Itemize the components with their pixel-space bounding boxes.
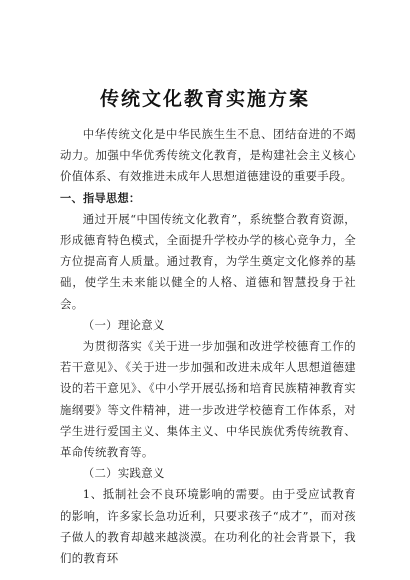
- practical-significance-paragraph: 1、抵制社会不良环境影响的需要。由于受应试教育的影响，许多家长急功近利，只要求孩子“成才”，而对孩子做人的教育却越来越淡漠。在功利化的社会背景下，我们的教育环: [60, 487, 356, 566]
- document-title: 传统文化教育实施方案: [99, 88, 310, 110]
- subheading-theoretical-significance: （一）理论意义: [82, 317, 165, 332]
- intro-paragraph: 中华传统文化是中华民族生生不息、团结奋进的不竭动力。加强中华优秀传统文化教育，是构建社会主义核心价值体系、有效推进未成年人思想道德建设的重要手段。: [60, 127, 356, 184]
- guiding-ideology-paragraph: 通过开展“中国传统文化教育”，系统整合教育资源，形成德育特色模式，全面提升学校办学的核心竞争力，全方位提高育人质量。通过教育，为学生奠定文化修养的基础，使学生未来能以健全的人格、道德和智慧投身于社会。: [60, 211, 356, 311]
- document-body: [60, 124, 356, 569]
- section-heading-guiding-ideology: 一、指导思想：: [60, 191, 141, 205]
- subheading-practical-significance: （二）实践意义: [82, 466, 165, 481]
- theoretical-significance-paragraph: 为贯彻落实《关于进一步加强和改进学校德育工作的若干意见》、《关于进一步加强和改进未成年人思想道德建设的若干意见》、《中小学开展弘扬和培育民族精神教育实施纲要》等文件精神，进一步改进学校德育工作体系，对学生进行爱国主义、集体主义、中华民族优秀传统教育、革命传统教育等。: [60, 339, 356, 460]
